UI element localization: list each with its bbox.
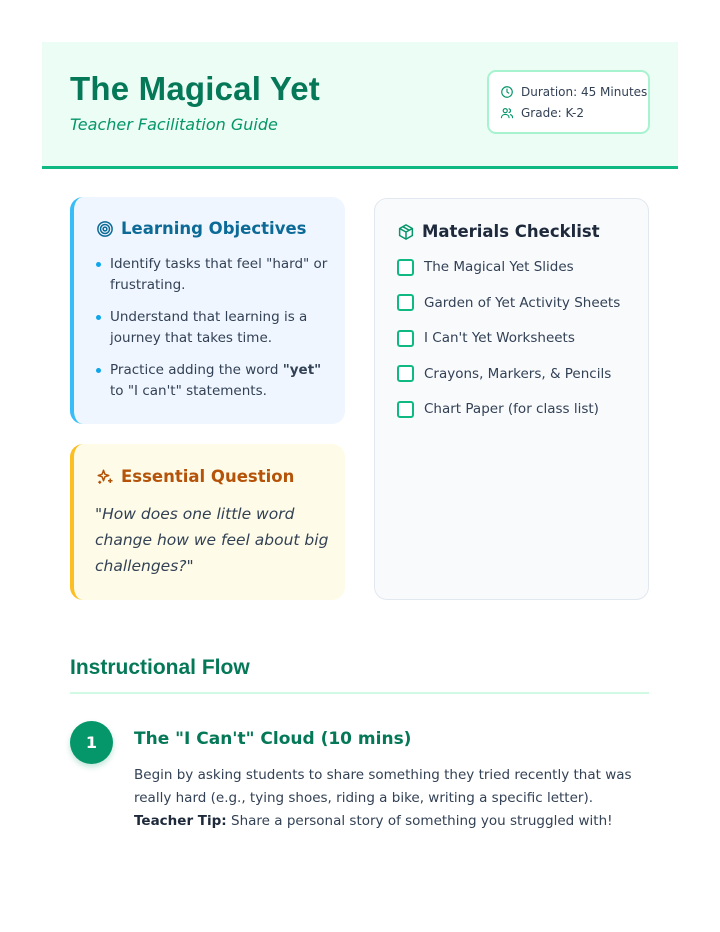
learning-objectives-card (70, 197, 345, 424)
step-description (134, 764, 654, 833)
checklist-item[interactable] (397, 258, 620, 276)
grade-row (500, 102, 648, 123)
objectives-list (96, 254, 328, 413)
page-subtitle: Teacher Facilitation Guide (70, 115, 278, 134)
step-number-badge: 1 (70, 721, 113, 764)
teacher-tip-label: Teacher Tip: (134, 813, 227, 829)
duration-text: Duration: 45 Minutes (521, 84, 648, 99)
checklist-item[interactable] (397, 400, 620, 418)
checklist-item-label: Chart Paper (for class list) (424, 401, 599, 417)
materials-list (397, 258, 620, 436)
materials-checklist-card (374, 198, 649, 600)
checklist-item[interactable] (397, 294, 620, 312)
sparkles-icon (96, 468, 114, 486)
checklist-item[interactable] (397, 365, 620, 383)
checkbox[interactable] (397, 294, 414, 311)
lesson-meta (487, 70, 650, 134)
essential-question-card (70, 444, 345, 600)
learning-objectives-heading (96, 219, 306, 238)
step-text: Begin by asking students to share something they tried recently that was really hard (e.g., tying shoes, riding a bike, writing a specific letter). (134, 767, 632, 806)
essential-question-text: "How does one little word change how we feel about big challenges?" (95, 505, 329, 575)
checkbox[interactable] (397, 365, 414, 382)
package-icon (397, 223, 415, 241)
clock-icon (500, 85, 514, 99)
header (42, 42, 678, 169)
checklist-item[interactable] (397, 329, 620, 347)
objective-text: to "I can't" statements. (110, 383, 267, 399)
grade-text: Grade: K-2 (521, 105, 585, 120)
instructional-flow-heading: Instructional Flow (70, 656, 250, 679)
divider (70, 692, 649, 694)
essential-question-heading (96, 467, 294, 486)
checklist-item-label: Crayons, Markers, & Pencils (424, 365, 612, 382)
list-item: Identify tasks that feel "hard" or frustrating. (96, 254, 328, 296)
materials-checklist-heading (397, 222, 600, 241)
objective-bold-text: "yet" (282, 362, 322, 378)
checklist-item-label: I Can't Yet Worksheets (424, 330, 575, 346)
users-icon (500, 106, 514, 120)
objective-text: Practice adding the word (110, 362, 283, 378)
checkbox[interactable] (397, 259, 414, 276)
duration-row (500, 81, 648, 102)
page-title: The Magical Yet (70, 70, 320, 107)
checkbox[interactable] (397, 401, 414, 418)
essential-question-title: Essential Question (121, 467, 295, 486)
target-icon (96, 220, 114, 238)
list-item: Understand that learning is a journey that takes time. (96, 307, 328, 349)
step-text: Share a personal story of something you struggled with! (226, 813, 613, 829)
materials-checklist-title: Materials Checklist (422, 222, 600, 241)
learning-objectives-title: Learning Objectives (121, 219, 307, 238)
list-item (96, 360, 328, 402)
step-title: The "I Can't" Cloud (10 mins) (134, 729, 412, 749)
checklist-item-label: The Magical Yet Slides (424, 259, 574, 275)
checklist-item-label: Garden of Yet Activity Sheets (424, 294, 621, 311)
checkbox[interactable] (397, 330, 414, 347)
